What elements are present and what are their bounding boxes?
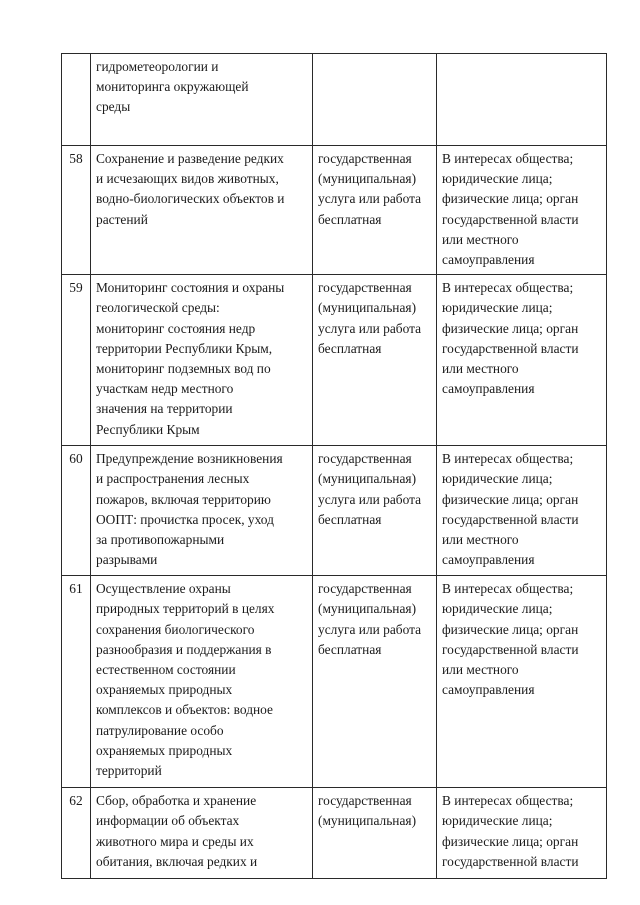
service-type-cell-line: государственная — [318, 280, 412, 296]
service-type-cell-line: государственная — [318, 793, 412, 809]
service-type-cell-line: (муниципальная) — [318, 601, 417, 617]
service-type-cell-line: (муниципальная) — [318, 813, 417, 829]
service-name-cell-line: территорий — [96, 763, 162, 779]
service-users-cell-line: юридические лица; — [442, 471, 553, 487]
service-name-cell-line: патрулирование особо — [96, 722, 224, 738]
service-type-cell-line: бесплатная — [318, 641, 382, 657]
service-name-cell-line: Сбор, обработка и хранение — [96, 793, 257, 809]
service-name-cell-line: Сохранение и разведение редких — [96, 151, 284, 166]
service-type-cell-line: государственная — [318, 581, 412, 597]
service-users-cell-line: физические лица; орган — [442, 320, 579, 336]
service-type-cell — [313, 275, 437, 446]
service-users-cell-line: государственной власти — [442, 511, 579, 527]
service-users-cell-line: В интересах общества; — [442, 151, 574, 166]
service-name-cell-line: мониторинг состояния недр — [96, 320, 256, 336]
row-number: 59 — [62, 275, 91, 446]
service-users-cell-line: юридические лица; — [442, 601, 553, 617]
service-users-cell — [437, 146, 607, 275]
service-name-cell-line: водно-биологических объектов и — [96, 191, 285, 207]
service-name-cell-line: Республики Крым — [96, 421, 200, 437]
table-row — [62, 275, 607, 446]
service-name-cell-line: среды — [96, 99, 131, 115]
service-users-cell-line: самоуправления — [442, 381, 535, 397]
service-name-cell-line: естественном состоянии — [96, 662, 236, 678]
service-name-cell-line: комплексов и объектов: водное — [96, 702, 273, 718]
service-name-cell-line: территории Республики Крым, — [96, 340, 273, 356]
service-name-cell-line: пожаров, включая территорию — [96, 491, 271, 507]
service-users-cell — [437, 54, 607, 146]
service-users-cell-line: физические лица; орган — [442, 191, 579, 207]
table-row — [62, 146, 607, 275]
service-users-cell-line: юридические лица; — [442, 813, 553, 829]
service-name-cell-line: геологической среды: — [96, 300, 220, 316]
service-name-cell-line: охраняемых природных — [96, 742, 233, 758]
service-users-cell-line: самоуправления — [442, 682, 535, 698]
service-name-cell — [91, 576, 313, 788]
service-type-cell — [313, 146, 437, 275]
row-number: 60 — [62, 446, 91, 576]
service-users-cell-line: самоуправления — [442, 552, 535, 568]
service-name-cell-line: обитания, включая редких и — [96, 853, 258, 869]
service-users-cell-line: юридические лица; — [442, 171, 553, 187]
service-users-cell-line: юридические лица; — [442, 300, 553, 316]
service-name-cell — [91, 146, 313, 275]
service-name-cell-line: и исчезающих видов животных, — [96, 171, 279, 187]
service-users-cell-line: или местного — [442, 231, 519, 247]
table-row — [62, 576, 607, 788]
service-name-cell-line: информации об объектах — [96, 813, 240, 829]
service-users-cell-line: государственной власти — [442, 641, 579, 657]
service-type-cell-line: государственная — [318, 451, 412, 467]
service-name-cell — [91, 275, 313, 446]
service-name-cell-line: Осуществление охраны — [96, 581, 231, 597]
service-users-cell-line: государственной власти — [442, 211, 579, 227]
service-name-cell-line: разрывами — [96, 552, 158, 568]
service-name-cell-line: значения на территории — [96, 401, 233, 417]
service-users-cell-line: или местного — [442, 361, 519, 377]
service-type-cell-line: услуга или работа — [318, 621, 422, 637]
service-name-cell-line: участкам недр местного — [96, 381, 234, 397]
service-name-cell-line: сохранения биологического — [96, 621, 255, 637]
service-type-cell-line: услуга или работа — [318, 320, 422, 336]
service-users-cell-line: физические лица; орган — [442, 833, 579, 849]
row-number: 62 — [62, 788, 91, 879]
service-users-cell-line: или местного — [442, 532, 519, 548]
service-type-cell-line: (муниципальная) — [318, 471, 417, 487]
service-type-cell-line: услуга или работа — [318, 191, 422, 207]
service-type-cell-line: бесплатная — [318, 211, 382, 227]
service-name-cell-line: ООПТ: прочистка просек, уход — [96, 511, 274, 527]
service-type-cell — [313, 54, 437, 146]
service-users-cell-line: В интересах общества; — [442, 451, 574, 467]
service-name-cell-line: животного мира и среды их — [96, 833, 254, 849]
service-type-cell-line: бесплатная — [318, 511, 382, 527]
row-number: 61 — [62, 576, 91, 788]
row-number: 58 — [62, 146, 91, 275]
service-name-cell-line: растений — [96, 211, 148, 227]
service-type-cell-line: (муниципальная) — [318, 171, 417, 187]
service-type-cell-line: (муниципальная) — [318, 300, 417, 316]
service-name-cell — [91, 788, 313, 879]
service-name-cell-line: охраняемых природных — [96, 682, 233, 698]
services-table-body — [62, 54, 607, 879]
service-type-cell — [313, 576, 437, 788]
service-users-cell — [437, 275, 607, 446]
service-users-cell-line: государственной власти — [442, 340, 579, 356]
service-users-cell-line: В интересах общества; — [442, 280, 574, 296]
service-type-cell-line: услуга или работа — [318, 491, 422, 507]
service-name-cell-line: природных территорий в целях — [96, 601, 275, 617]
service-type-cell-line: бесплатная — [318, 340, 382, 356]
service-users-cell-line: физические лица; орган — [442, 491, 579, 507]
table-row — [62, 446, 607, 576]
service-users-cell-line: В интересах общества; — [442, 581, 574, 597]
service-users-cell-line: В интересах общества; — [442, 793, 574, 809]
service-name-cell-line: за противопожарными — [96, 532, 225, 548]
service-users-cell — [437, 446, 607, 576]
service-name-cell-line: гидрометеорологии и — [96, 59, 219, 74]
service-users-cell-line: государственной власти — [442, 853, 579, 869]
service-name-cell-line: мониторинг подземных вод по — [96, 361, 271, 377]
service-name-cell-line: Предупреждение возникновения — [96, 451, 283, 467]
service-name-cell-line: разнообразия и поддержания в — [96, 641, 272, 657]
service-name-cell — [91, 54, 313, 146]
service-name-cell-line: и распространения лесных — [96, 471, 250, 487]
service-users-cell-line: физические лица; орган — [442, 621, 579, 637]
service-type-cell-line: государственная — [318, 151, 412, 166]
service-name-cell-line: Мониторинг состояния и охраны — [96, 280, 285, 296]
service-name-cell-line: мониторинга окружающей — [96, 79, 249, 95]
services-table — [61, 53, 607, 879]
service-users-cell-line: или местного — [442, 662, 519, 678]
service-users-cell — [437, 788, 607, 879]
table-row — [62, 788, 607, 879]
row-number — [62, 54, 91, 146]
service-name-cell — [91, 446, 313, 576]
service-type-cell — [313, 788, 437, 879]
service-users-cell-line: самоуправления — [442, 252, 535, 268]
table-row — [62, 54, 607, 146]
service-type-cell — [313, 446, 437, 576]
service-users-cell — [437, 576, 607, 788]
